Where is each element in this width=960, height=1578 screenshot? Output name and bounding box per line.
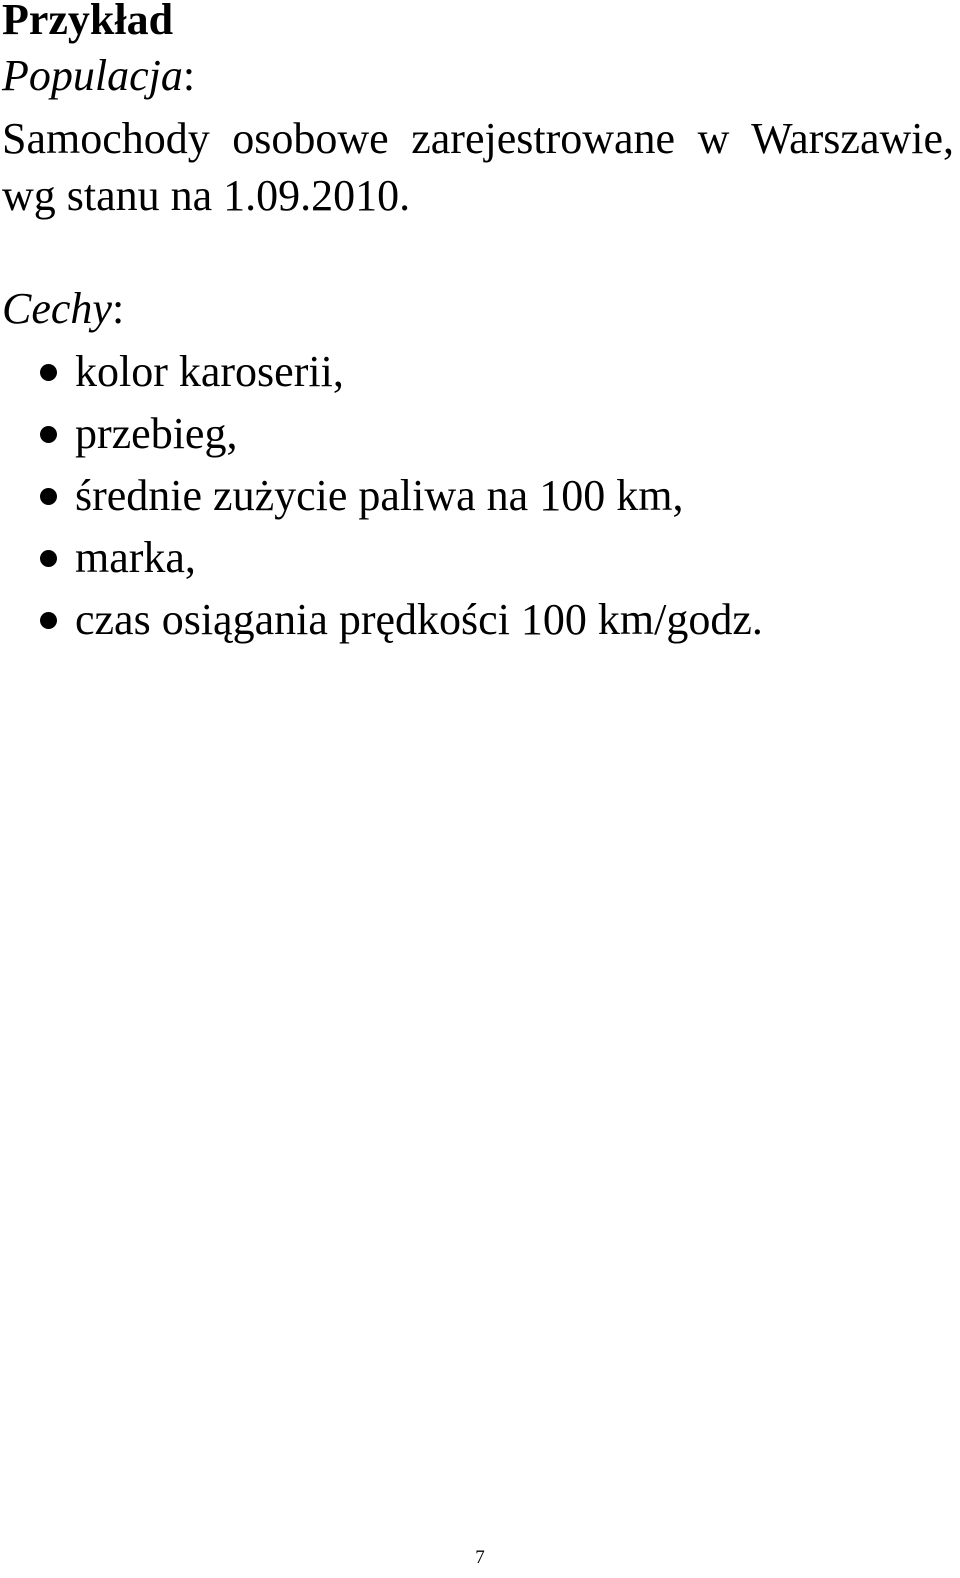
population-term: Populacja [2,51,183,100]
list-item-text: czas osiągania prędkości 100 km/godz. [75,595,763,644]
features-label [2,285,124,333]
features-list [0,343,763,653]
features-term: Cechy [2,284,112,333]
bullet-icon [40,612,57,629]
population-label [2,52,195,100]
list-item [0,343,763,405]
population-colon: : [182,51,196,100]
population-description: Samochody osobowe zarejestrowane w Warszawie, wg stanu na 1.09.2010. [2,114,954,220]
bullet-icon [40,426,57,443]
page-heading: Przykład [2,0,174,44]
list-item-text: przebieg, [75,409,238,458]
bullet-icon [40,550,57,567]
list-item-text: średnie zużycie paliwa na 100 km, [75,471,684,520]
list-item-text: kolor karoserii, [75,347,344,396]
list-item [0,529,763,591]
list-item [0,591,763,653]
list-item [0,467,763,529]
bullet-icon [40,488,57,505]
features-colon: : [111,284,125,333]
list-item [0,405,763,467]
page-number: 7 [475,1547,485,1568]
list-item-text: marka, [75,533,196,582]
bullet-icon [40,364,57,381]
